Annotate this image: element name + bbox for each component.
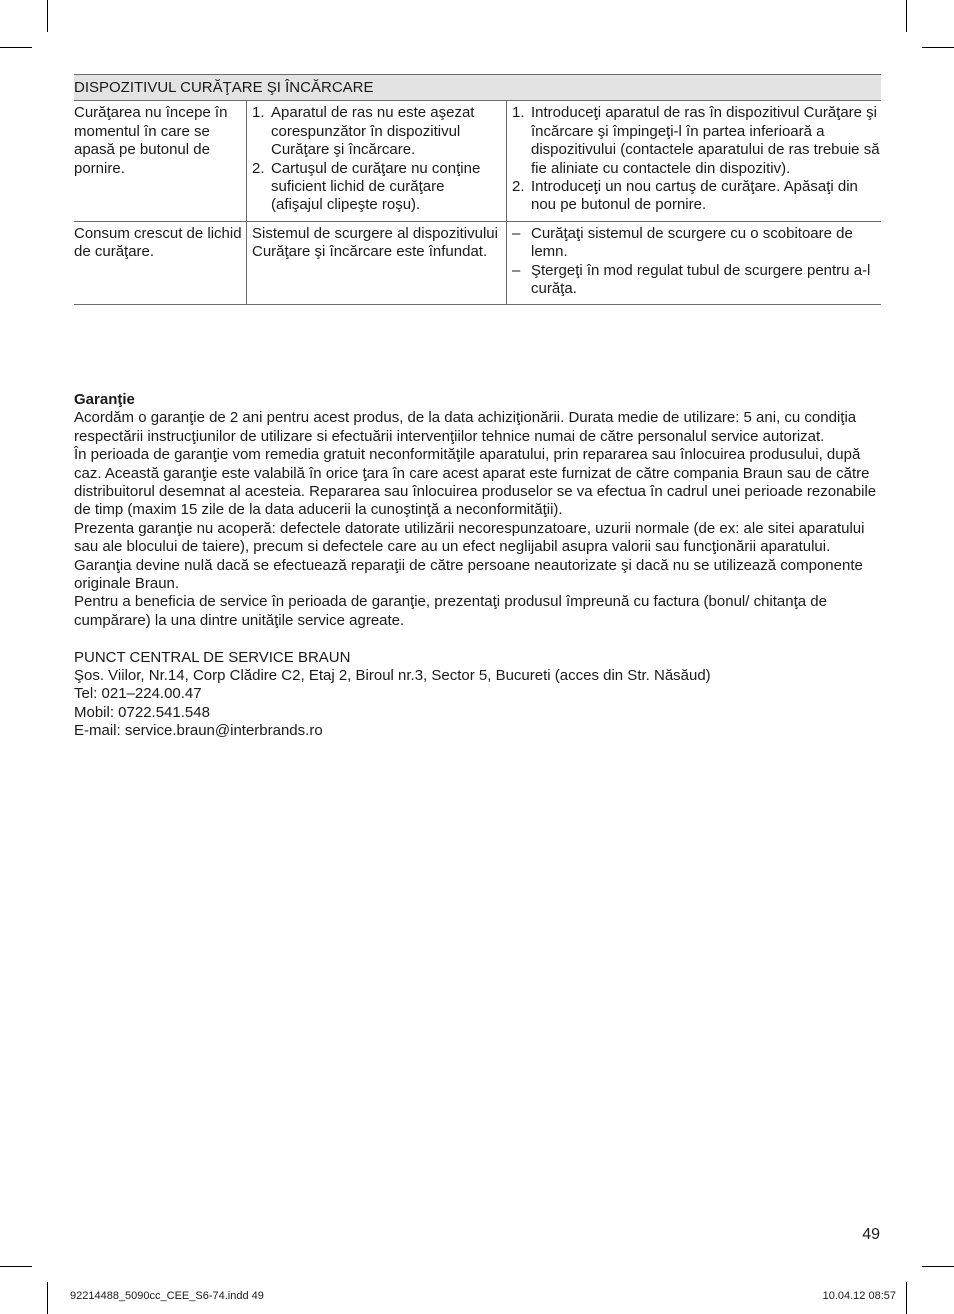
table-header: DISPOZITIVUL CURĂŢARE ŞI ÎNCĂRCARE	[74, 75, 881, 101]
list-item: 2. Cartuşul de curăţare nu conţine suficient lichid de curăţare (afişajul clipeşte roşu).	[252, 159, 481, 214]
problem-cell: Consum crescut de lichid de curăţare.	[74, 221, 247, 305]
warranty-paragraph: În perioada de garanţie vom remedia gratuit neconformităţile aparatului, prin repararea sau înlocuirea produsului, după caz. Această garanţie este valabilă în orice ţara în care acest aparat este furnizat de către compania Braun sau de către distribuitorul desemnat al acesteia. Repararea sau înlocuirea produselor se va efectua în cadrul unei perioade rezonabile de timp (maxim 15 zile de la data aducerii la cunoştinţă a neconformităţii).	[74, 446, 877, 519]
cause-cell: Sistemul de scurgere al dispozitivului Curăţare şi încărcare este înfundat.	[247, 221, 507, 305]
problem-cell: Curăţarea nu începe în momentul în care se apasă pe butonul de pornire.	[74, 101, 247, 221]
warranty-paragraph: Prezenta garanţie nu acoperă: defectele datorate utilizării necorespunzatoare, uzurii normale (de ex: ale sitei aparatului sau ale blocului de taiere), precum si defectele care au un efect neglijabil asupra valorii sau funcţionării aparatului. Garanţia devine nulă dacă se efectuează reparaţii de către persoane neautorizate şi dacă nu se utilizează componente originale Braun.	[74, 519, 865, 593]
crop-mark-bottom-left	[47, 1282, 48, 1314]
warranty-title: Garanţie	[74, 391, 135, 408]
list-item: 2. Introduceţi un nou cartuş de curăţare. Apăsaţi din nou pe butonul de pornire.	[512, 178, 858, 214]
warranty-paragraph: Pentru a beneficia de service în perioada de garanţie, prezentaţi produsul împreună cu factura (bonul/ chitanţa de cumpărare) la una dintre unităţile service agreate.	[74, 593, 827, 629]
service-address: Şos. Viilor, Nr.14, Corp Clădire C2, Etaj 2, Biroul nr.3, Sector 5, Bucureti (acces din Str. Năsăud)	[74, 667, 711, 685]
list-item: 1. Introduceţi aparatul de ras în dispozitivul Curăţare şi încărcare şi împingeţi-l în partea inferioară a dispozitivului (contactele aparatului de ras trebuie să fie aliniate cu contactele din dispozitiv).	[512, 104, 880, 177]
warranty-section	[74, 391, 884, 741]
table-row	[74, 101, 881, 221]
footer-file-info: 92214488_5090cc_CEE_S6-74.indd 49	[70, 1290, 264, 1302]
warranty-paragraph: Acordăm o garanţie de 2 ani pentru acest produs, de la data achiziţionării. Durata medie de utilizare: 5 ani, cu condiţia respectării instrucţiunilor de utilizare si efectuării intervenţiilor tehnice numai de către personalul service autorizat.	[74, 409, 857, 445]
remedy-cell	[507, 101, 882, 221]
crop-mark-top-left	[0, 47, 32, 48]
list-item: – Ştergeţi în mod regulat tubul de scurgere pentru a-l curăţa.	[512, 261, 871, 298]
crop-mark-bottom-right	[906, 1282, 907, 1314]
crop-mark-top-right	[922, 47, 954, 48]
crop-mark-bottom-left	[0, 1266, 32, 1267]
service-title: PUNCT CENTRAL DE SERVICE BRAUN	[74, 648, 351, 666]
table-row	[74, 221, 881, 305]
crop-mark-top-right	[906, 0, 907, 32]
service-email: E-mail: service.braun@interbrands.ro	[74, 722, 323, 740]
service-mobile: Mobil: 0722.541.548	[74, 703, 210, 721]
crop-mark-bottom-right	[922, 1266, 954, 1267]
service-phone: Tel: 021–224.00.47	[74, 685, 202, 703]
list-item: – Curăţaţi sistemul de scurgere cu o scobitoare de lemn.	[512, 224, 853, 261]
page-number: 49	[862, 1226, 880, 1243]
remedy-cell	[507, 221, 882, 305]
crop-mark-top-left	[47, 0, 48, 32]
footer-timestamp: 10.04.12 08:57	[822, 1290, 896, 1302]
list-item: 1. Aparatul de ras nu este aşezat corespunzător în dispozitivul Curăţare şi încărcare.	[252, 104, 475, 159]
cause-cell	[247, 101, 507, 221]
troubleshooting-table	[74, 74, 881, 305]
